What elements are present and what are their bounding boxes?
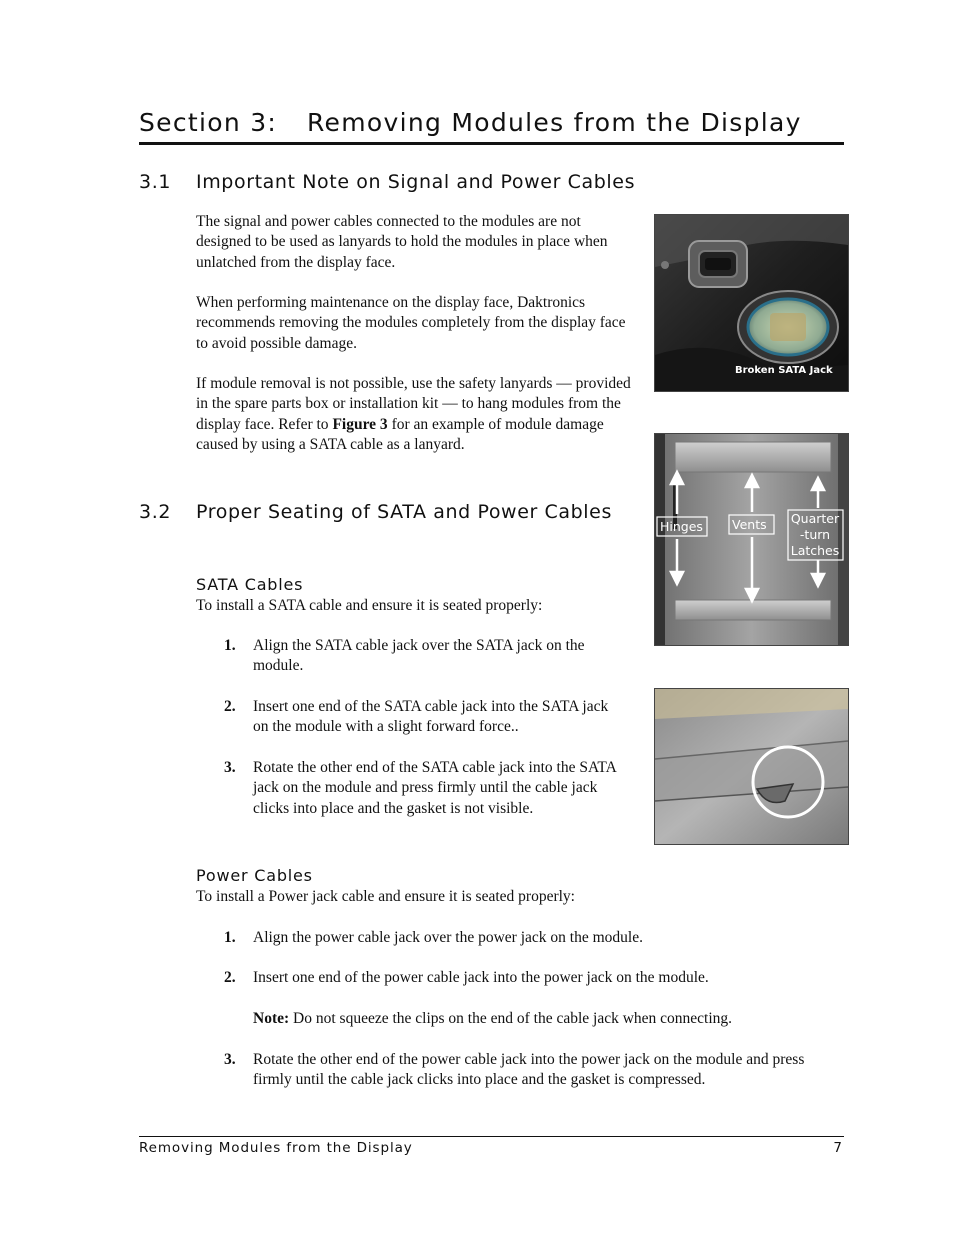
latch-closeup-image — [655, 689, 848, 844]
page-number: 7 — [833, 1140, 842, 1156]
power-note — [253, 1009, 732, 1029]
note-text: Do not squeeze the clips on the end of the cable jack when connecting. — [289, 1010, 733, 1027]
subsection-3-2-title: Proper Seating of SATA and Power Cables — [196, 501, 612, 523]
step-text: Insert one end of the power cable jack into the power jack on the module. — [253, 969, 709, 986]
para-safety-lanyards — [196, 374, 632, 456]
para-lanyard-note: The signal and power cables connected to the modules are not designed to be used as lanyards to hold the modules in place when unlatched from the display face. — [196, 213, 608, 271]
broken-sata-jack-caption: Broken SATA Jack — [735, 365, 833, 376]
subsection-3-1-heading — [139, 171, 635, 193]
section-title-text: Removing Modules from the Display — [307, 108, 802, 137]
module-back-photo — [654, 433, 849, 646]
latch-closeup-photo — [654, 688, 849, 845]
power-step-2 — [224, 968, 834, 988]
step-text: Align the SATA cable jack over the SATA jack on the module. — [253, 637, 585, 675]
para-safety-text-b: for an example of module damage caused by using a SATA cable as a lanyard. — [196, 415, 604, 454]
broken-sata-jack-photo — [654, 214, 849, 392]
step-text: Align the power cable jack over the power jack on the module. — [253, 929, 643, 946]
para-safety-text-a: If module removal is not possible, use the safety lanyards — provided in the spare parts box or installation kit — to hang modules from the display face. Refer to — [196, 375, 631, 433]
subsection-3-1-number: 3.1 — [139, 171, 172, 193]
footer-rule — [139, 1136, 844, 1137]
power-step-1 — [224, 928, 834, 948]
sata-step-2 — [224, 697, 624, 738]
section-title — [139, 108, 844, 144]
power-cables-heading: Power Cables — [196, 866, 313, 885]
sata-step-1 — [224, 636, 624, 677]
power-intro: To install a Power jack cable and ensure it is seated properly: — [196, 888, 575, 905]
sata-intro: To install a SATA cable and ensure it is seated properly: — [196, 597, 543, 614]
figure-3-reference[interactable]: Figure 3 — [332, 415, 388, 433]
step-number: 1. — [224, 929, 236, 946]
step-number: 2. — [224, 698, 236, 715]
subsection-3-1-title: Important Note on Signal and Power Cables — [196, 171, 636, 193]
section-number: Section 3: — [139, 108, 278, 137]
hinges-label: Hinges — [660, 519, 703, 534]
note-label: Note: — [253, 1010, 290, 1027]
subsection-3-2-heading — [139, 501, 619, 524]
step-number: 3. — [224, 759, 236, 776]
broken-sata-jack-image — [655, 215, 848, 391]
vents-label: Vents — [732, 517, 767, 532]
latch-label-line-1: Quarter — [790, 511, 840, 526]
title-rule — [139, 142, 844, 145]
step-text: Insert one end of the SATA cable jack into the SATA jack on the module with a slight forward force.. — [253, 698, 609, 736]
latch-label-line-3: Latches — [790, 543, 840, 558]
step-number: 1. — [224, 637, 236, 654]
step-number: 2. — [224, 969, 236, 986]
step-number: 3. — [224, 1051, 236, 1068]
sata-cables-heading: SATA Cables — [196, 575, 304, 594]
module-back-image — [655, 434, 848, 645]
step-text: Rotate the other end of the power cable jack into the power jack on the module and press firmly until the cable jack clicks into place and the gasket is compressed. — [253, 1051, 805, 1089]
subsection-3-2-number: 3.2 — [139, 501, 172, 523]
sata-step-3 — [224, 758, 624, 819]
footer-title: Removing Modules from the Display — [139, 1140, 413, 1156]
para-maintenance: When performing maintenance on the display face, Daktronics recommends removing the modules completely from the display face to avoid possible damage. — [196, 294, 626, 352]
latch-label-line-2: -turn — [799, 527, 831, 542]
step-text: Rotate the other end of the SATA cable jack into the SATA jack on the module and press firmly until the cable jack clicks into place and the gasket is not visible. — [253, 759, 616, 817]
power-step-3 — [224, 1050, 834, 1091]
